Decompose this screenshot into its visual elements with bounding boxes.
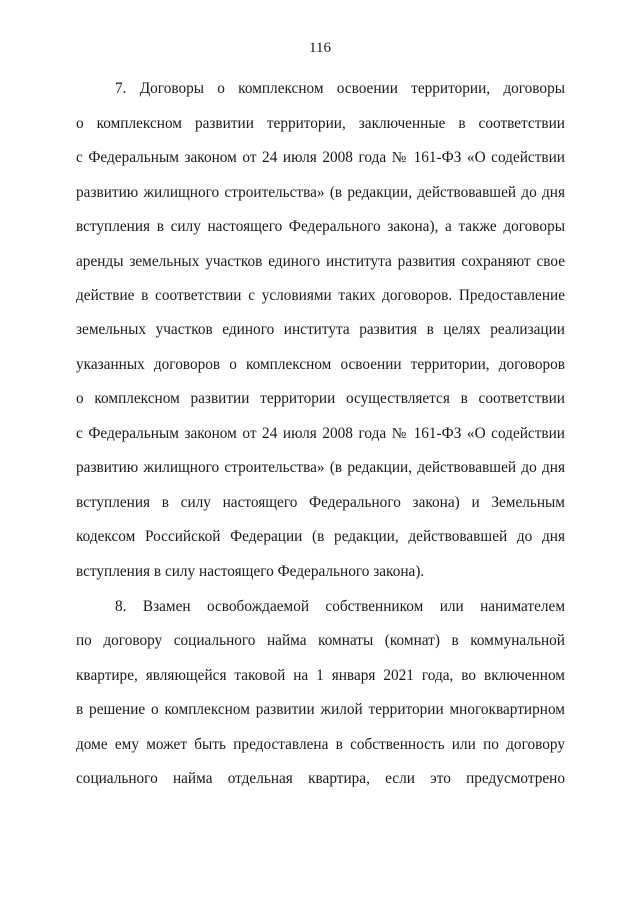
paragraph-7-line-13: вступления в силу настоящего Федерального закона) и Земельным [76, 494, 565, 511]
paragraph-7-line-6: аренды земельных участков единого института развития сохраняют свое [76, 253, 565, 270]
paragraph-7-line-8: земельных участков единого института развития в целях реализации [76, 321, 565, 338]
paragraph-7-line-9: указанных договоров о комплексном освоении территории, договоров [76, 356, 565, 373]
paragraph-7-line-12: развитию жилищного строительства» (в редакции, действовавшей до дня [76, 459, 565, 476]
paragraph-7-line-14: кодексом Российской Федерации (в редакции, действовавшей до дня [76, 528, 565, 545]
paragraph-8-line-5: доме ему может быть предоставлена в собственность или по договору [76, 736, 565, 753]
paragraph-8-line-3: квартире, являющейся таковой на 1 января 2021 года, во включенном [76, 667, 565, 684]
paragraph-8-line-1: 8. Взамен освобождаемой собственником или нанимателем [115, 598, 565, 615]
paragraph-7-line-5: вступления в силу настоящего Федерального закона), а также договоры [76, 218, 565, 235]
paragraph-7-line-15: вступления в силу настоящего Федерального закона). [76, 563, 425, 580]
paragraph-7-line-11: с Федеральным законом от 24 июля 2008 года № 161-ФЗ «О содействии [76, 425, 565, 442]
paragraph-8-line-4: в решение о комплексном развитии жилой территории многоквартирном [76, 701, 565, 718]
paragraph-7-line-2: о комплексном развитии территории, заключенные в соответствии [76, 115, 565, 132]
paragraph-7-line-4: развитию жилищного строительства» (в редакции, действовавшей до дня [76, 184, 565, 201]
paragraph-7-line-1: 7. Договоры о комплексном освоении территории, договоры [115, 80, 565, 97]
paragraph-8-line-6: социального найма отдельная квартира, если это предусмотрено [76, 770, 565, 787]
paragraph-7-line-3: с Федеральным законом от 24 июля 2008 года № 161-ФЗ «О содействии [76, 149, 565, 166]
paragraph-8-line-2: по договору социального найма комнаты (комнат) в коммунальной [76, 632, 565, 649]
paragraph-7-line-10: о комплексном развитии территории осуществляется в соответствии [76, 390, 565, 407]
paragraph-7-line-7: действие в соответствии с условиями таких договоров. Предоставление [76, 287, 565, 304]
page-number: 116 [309, 40, 331, 56]
